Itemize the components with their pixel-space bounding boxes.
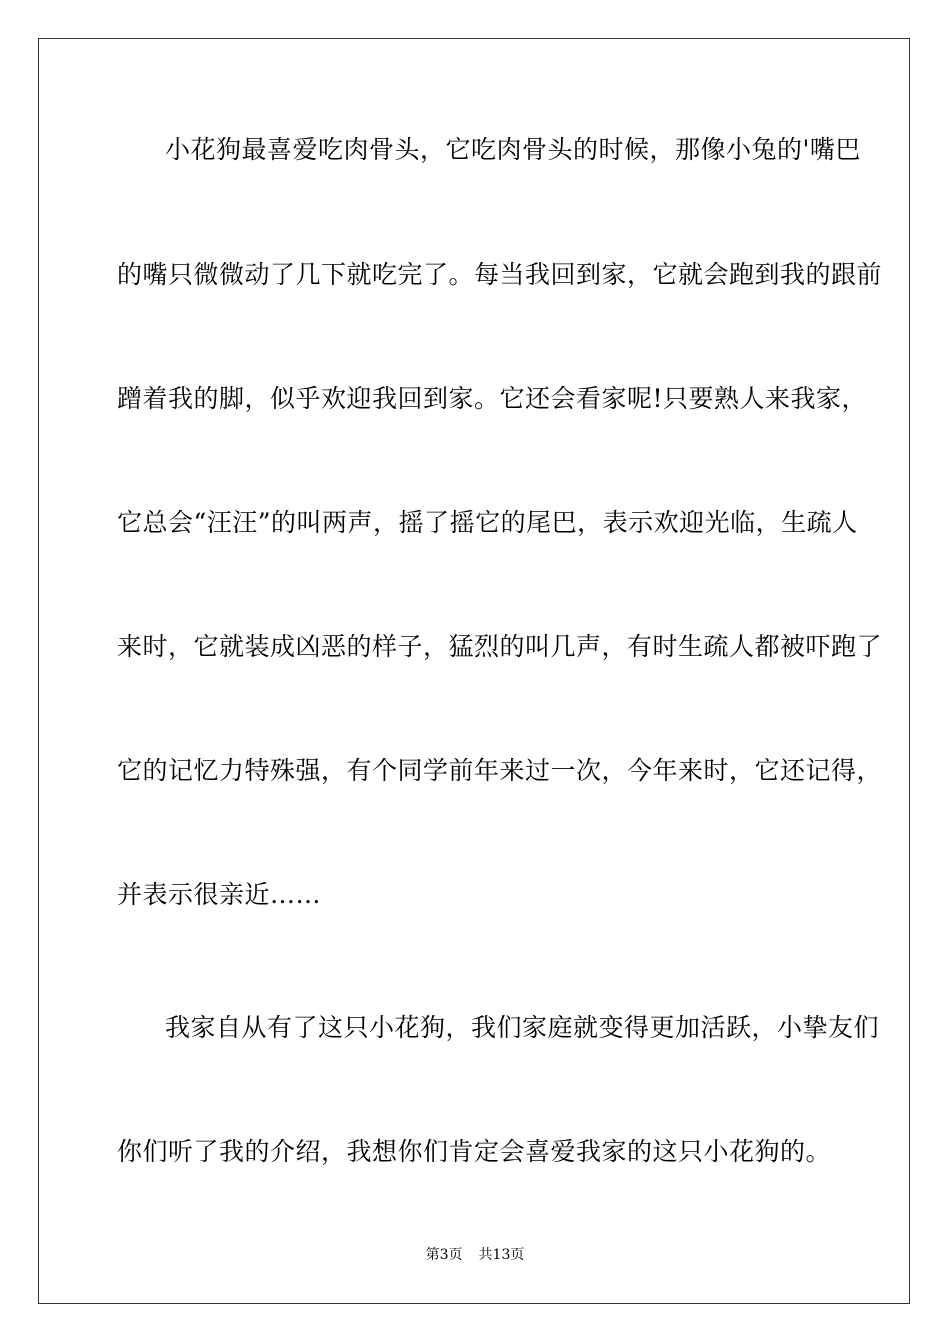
paragraph-1-line-5: 来时，它就装成凶恶的样子，猛烈的叫几声，有时生疏人都被吓跑了 — [117, 632, 883, 661]
paragraph-1-line-1: 小花狗最喜爱吃肉骨头，它吃肉骨头的时候，那像小兔的'嘴巴 — [165, 135, 861, 164]
paragraph-1-line-4: 它总会“汪汪”的叫两声，摇了摇它的尾巴，表示欢迎光临，生疏人 — [117, 508, 858, 537]
paragraph-1-line-2: 的嘴只微微动了几下就吃完了。每当我回到家，它就会跑到我的跟前 — [117, 260, 883, 289]
paragraph-1-line-6: 它的记忆力特殊强，有个同学前年来过一次，今年来时，它还记得， — [117, 756, 883, 785]
paragraph-1-line-3: 蹭着我的脚，似乎欢迎我回到家。它还会看家呢!只要熟人来我家， — [117, 384, 868, 413]
page-number: 第3页 — [425, 1247, 463, 1263]
total-pages: 共13页 — [478, 1247, 525, 1263]
paragraph-1-line-7: 并表示很亲近…… — [117, 880, 322, 909]
page-border — [38, 38, 910, 1304]
paragraph-2-line-1: 我家自从有了这只小花狗，我们家庭就变得更加活跃，小挚友们 — [165, 1013, 880, 1042]
page-footer — [0, 1246, 950, 1264]
paragraph-2-line-2: 你们听了我的介绍，我想你们肯定会喜爱我家的这只小花狗的。 — [117, 1137, 832, 1166]
